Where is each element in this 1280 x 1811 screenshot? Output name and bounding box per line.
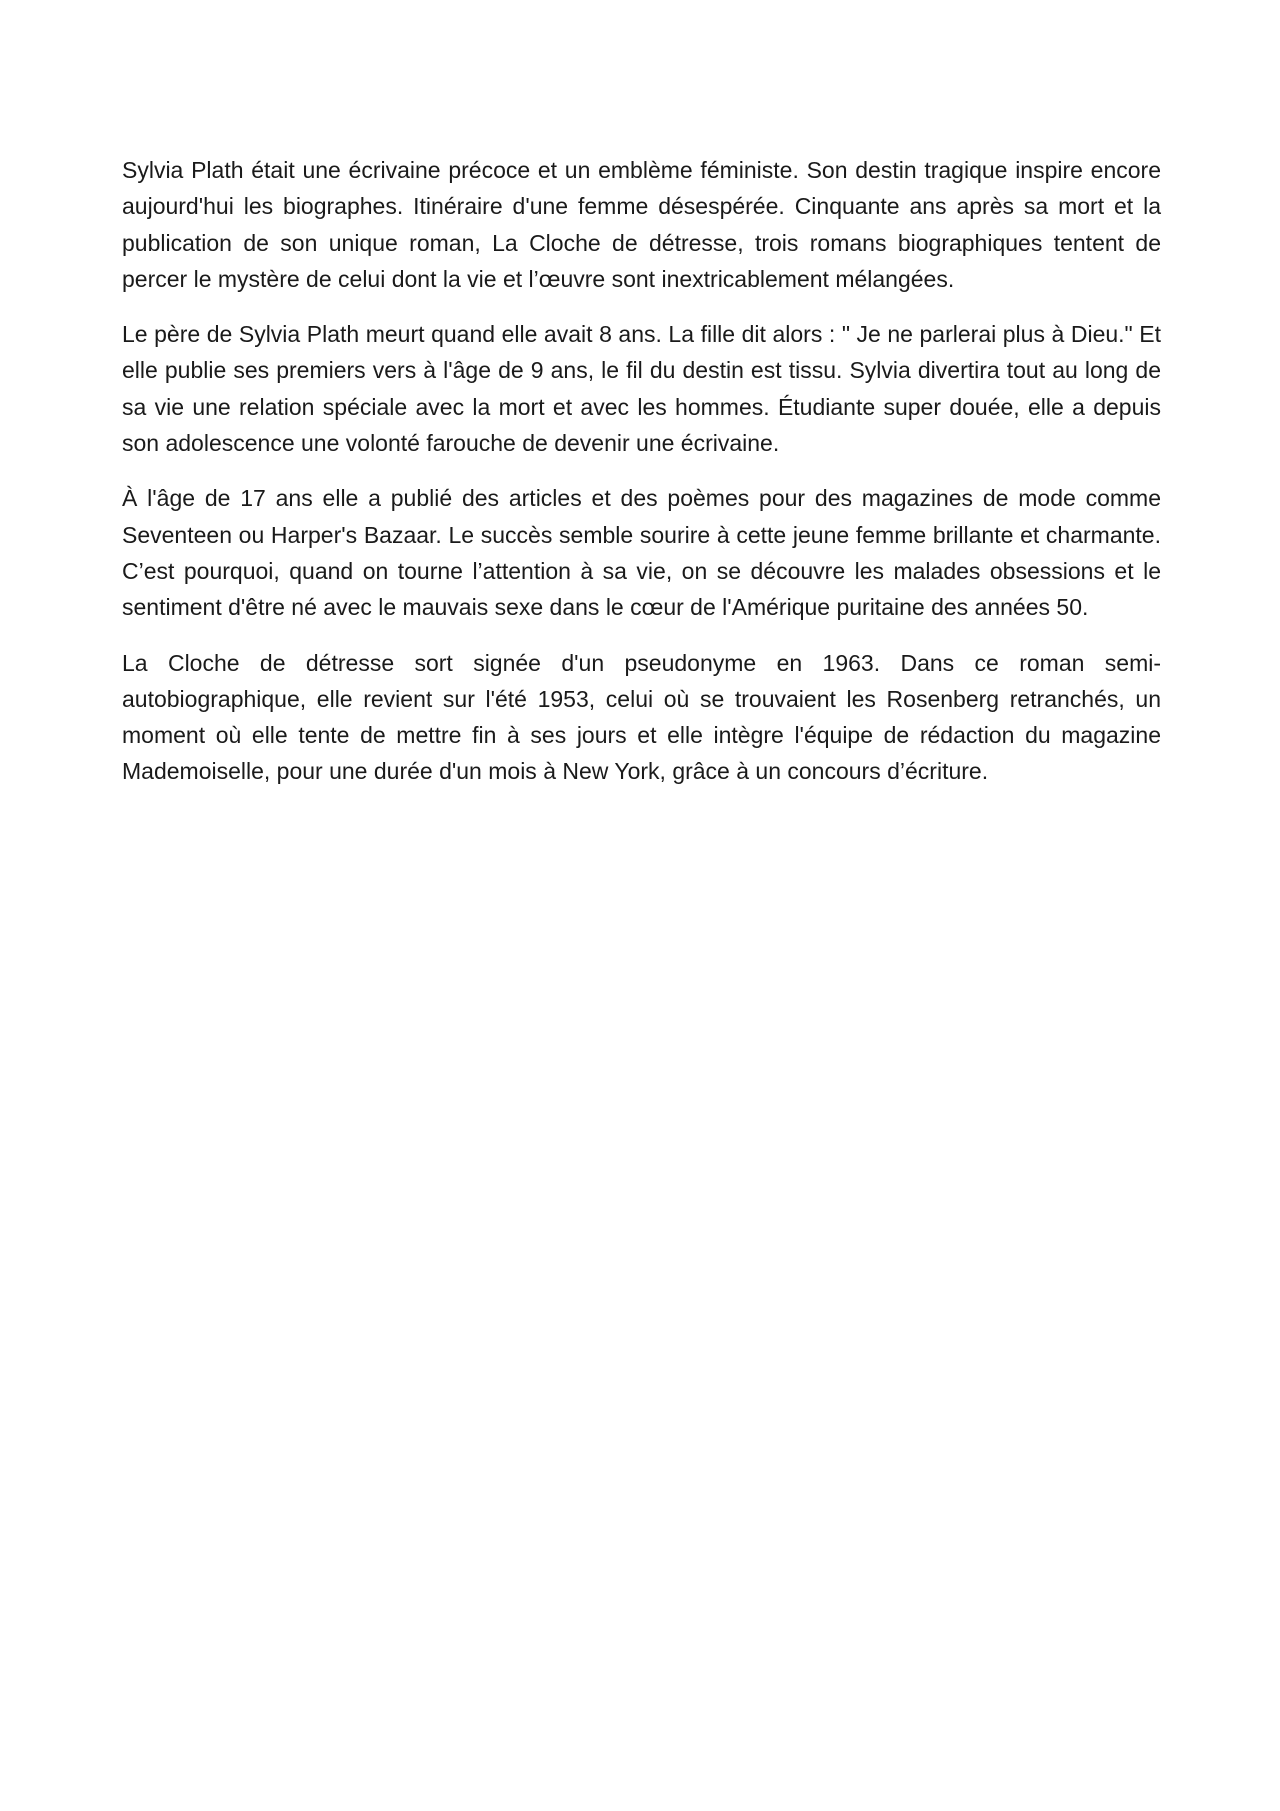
paragraph-early-success: À l'âge de 17 ans elle a publié des articles et des poèmes pour des magazines de mode comme Seventeen ou Harper's Bazaar. Le succès semble sourire à cette jeune femme brillante et charmante. C’est pourquoi, quand on tourne l’attention à sa vie, on se découvre les malades obsessions et le sentiment d'être né avec le mauvais sexe dans le cœur de l'Amérique puritaine des années 50. bbox=[122, 485, 1161, 621]
paragraph-bell-jar: La Cloche de détresse sort signée d'un pseudonyme en 1963. Dans ce roman semi-autobiographique, elle revient sur l'été 1953, celui où se trouvaient les Rosenberg retranchés, un moment où elle tente de mettre fin à ses jours et elle intègre l'équipe de rédaction du magazine Mademoiselle, pour une durée d'un mois à New York, grâce à un concours d’écriture. bbox=[122, 649, 1161, 785]
paragraph-intro: Sylvia Plath était une écrivaine précoce et un emblème féministe. Son destin tragique inspire encore aujourd'hui les biographes. Itinéraire d'une femme désespérée. Cinquante ans après sa mort et la publication de son unique roman, La Cloche de détresse, trois romans biographiques tentent de percer le mystère de celui dont la vie et l’œuvre sont inextricablement mélangées. bbox=[122, 157, 1161, 292]
document-body bbox=[122, 152, 1161, 809]
paragraph-childhood: Le père de Sylvia Plath meurt quand elle avait 8 ans. La fille dit alors : " Je ne parlerai plus à Dieu." Et elle publie ses premiers vers à l'âge de 9 ans, le fil du destin est tissu. Sylvia divertira tout au long de sa vie une relation spéciale avec la mort et avec les hommes. Étudiante super douée, elle a depuis son adolescence une volonté farouche de devenir une écrivaine. bbox=[122, 321, 1161, 457]
